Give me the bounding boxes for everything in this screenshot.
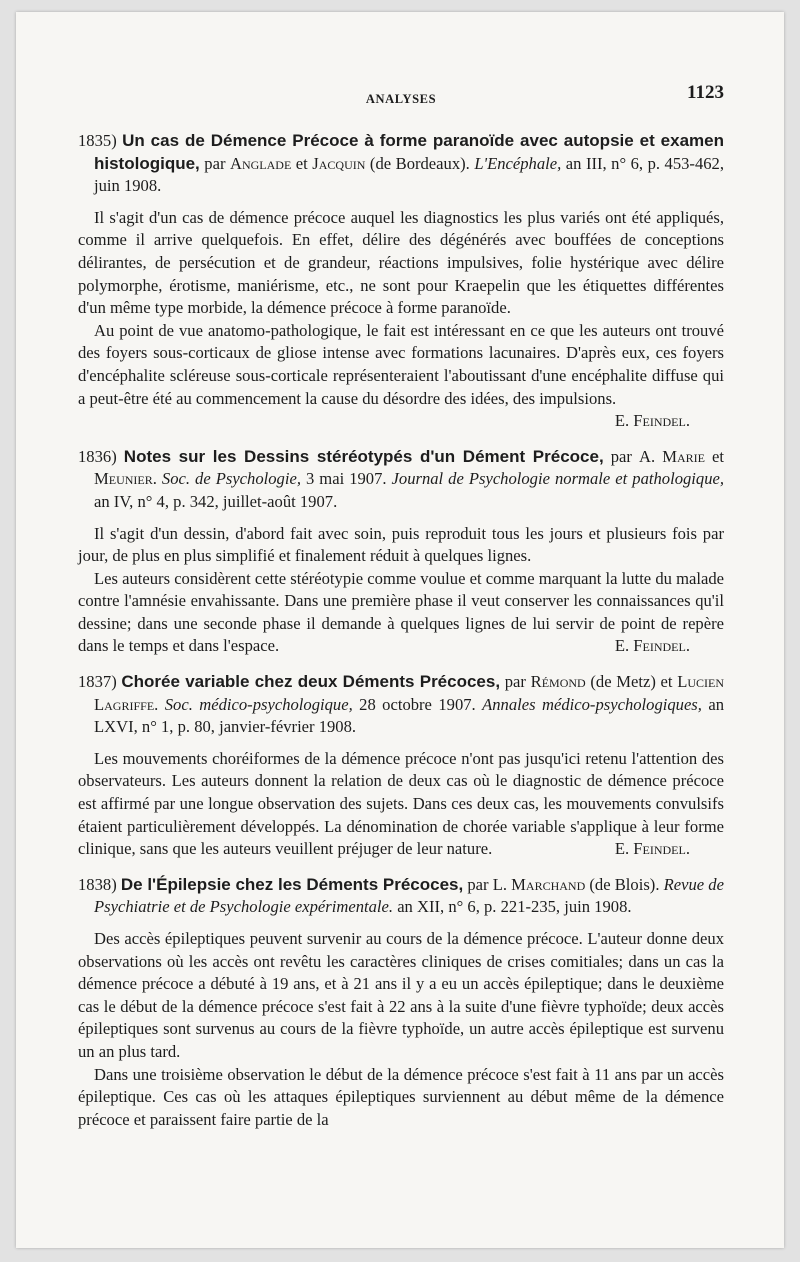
running-head — [78, 82, 724, 112]
entry-title: De l'Épilepsie chez les Déments Précoces, — [120, 874, 464, 894]
journal-name: Soc. de Psychologie, — [161, 469, 301, 489]
abstract-paragraph: Au point de vue anatomo-pathologique, le fait est intéressant en ce que les auteurs ont trouvé des foyers sous-corticaux de gliose intense avec formations lacunaires. D'après eux, ces foyers d'encéphalite scléreuse sous-corticale représenteraient l'aboutissant d'une encéphalite diffuse qui a peut-être été au commencement la cause du désordre des idées, des impulsions. E. Feindel. — [78, 320, 724, 410]
abstract-entry-1838 — [78, 874, 724, 1132]
journal-name: L'Encéphale, — [474, 153, 562, 173]
author-name: L. Marchand — [492, 874, 586, 894]
entry-heading: 1835) Un cas de Démence Précoce à forme paranoïde avec autopsie et examen histologique, par Anglade et Jacquin (de Bordeaux). L'Encéphale, an III, n° 6, p. 453-462, juin 1908. — [78, 131, 724, 196]
entry-title: Notes sur les Dessins stéréotypés d'un Dément Précoce, — [123, 446, 604, 466]
journal-name: Annales médico-psychologiques, — [482, 694, 702, 714]
author-name: Anglade — [229, 153, 292, 173]
author-name: A. Marie — [639, 446, 705, 466]
journal-page — [16, 12, 784, 1248]
abstract-entry-1836 — [78, 446, 724, 658]
reviewer-signature: E. Feindel. — [614, 411, 690, 431]
author-name: Meunier — [94, 469, 153, 489]
abstract-paragraph: Les mouvements choréiformes de la démence précoce n'ont pas jusqu'ici retenu l'attention des observateurs. Les auteurs donnent la relation de deux cas où le diagnostic de démence précoce est affirmé par une longue observation des sujets. Dans ces deux cas, les mouvements convulsifs étaient particulièrement développés. La dénomination de chorée variable s'applique à leur forme clinique, sans que les auteurs veuillent préjuger de leur nature. E. Feindel. — [78, 748, 724, 861]
abstract-paragraph: Il s'agit d'un cas de démence précoce auquel les diagnostics les plus variés ont été appliqués, comme il arrive quelquefois. En effet, délire des dégénérés avec bouffées de conceptions délirantes, de persécution et de grandeur, réactions impulsives, folie hystérique avec délire polymorphe, érotisme, maniérisme, etc., ne sont pour Kraepelin que les étiquettes différentes d'un même type morbide, la démence précoce à forme paranoïde. — [78, 207, 724, 318]
citation-reference: an XII, n° 6, p. 221-235, juin 1908. — [393, 897, 632, 917]
citation-reference: an III, n° 6, p. 453-462, juin 1908. — [94, 153, 724, 196]
reviewer-signature: E. Feindel. — [614, 839, 690, 859]
citation-reference: an LXVI, n° 1, p. 80, janvier-février 1908. — [94, 694, 725, 737]
running-head-title: ANALYSES — [365, 92, 437, 106]
entry-heading: 1837) Chorée variable chez deux Déments Précoces, par Rémond (de Metz) et Lucien Lagriffe. Soc. médico-psychologique, 28 octobre 1907. Annales médico-psychologiques, an LXVI, n° 1, p. 80, janvier-février 1908. — [78, 672, 725, 737]
entry-number: 1836) — [78, 446, 117, 466]
entry-number: 1835) — [78, 131, 117, 150]
entry-heading: 1836) Notes sur les Dessins stéréotypés d'un Dément Précoce, par A. Marie et Meunier. Soc. de Psychologie, 3 mai 1907. Journal de Psychologie normale et pathologique, an IV, n° 4, p. 342, juillet-août 1907. — [78, 446, 725, 511]
journal-name: Journal de Psychologie normale et pathologique, — [391, 469, 725, 489]
citation-reference: 28 octobre 1907. — [352, 694, 483, 714]
page-number: 1123 — [687, 82, 724, 103]
author-name: Lucien Lagriffe — [94, 672, 724, 714]
abstract-paragraph: Il s'agit d'un dessin, d'abord fait avec soin, puis reproduit tous les jours et plusieurs fois par jour, de plus en plus simplifié et finalement réduit à quelques lignes. — [78, 523, 724, 566]
abstract-paragraph: Dans une troisième observation le début de la démence précoce s'est fait à 11 ans par un accès épileptique. Ces cas où les attaques épileptiques surviennent au début même de la démence précoce et paraissent faire partie de la — [78, 1064, 724, 1129]
author-name: Rémond — [530, 672, 586, 692]
journal-name: Revue de Psychiatrie et de Psychologie expérimentale. — [94, 874, 724, 917]
abstract-entry-1837 — [78, 671, 724, 861]
abstract-paragraph: Des accès épileptiques peuvent survenir au cours de la démence précoce. L'auteur donne deux observations où les accès ont revêtu les caractères cliniques de crises comitiales; dans un cas la démence précoce a débuté à 19 ans, et à 21 ans il y a eu un accès épileptique; dans le deuxième cas le début de la démence précoce s'est fait à 22 ans à la suite d'une fièvre typhoïde; deux accès épileptiques sont survenus au cours de la fièvre typhoïde, un autre accès épileptique est survenu un an plus tard. — [78, 929, 724, 1061]
entry-heading: 1838) De l'Épilepsie chez les Déments Précoces, par L. Marchand (de Blois). Revue de Psychiatrie et de Psychologie expérimentale. an XII, n° 6, p. 221-235, juin 1908. — [78, 874, 724, 917]
reviewer-signature: E. Feindel. — [614, 636, 690, 656]
citation-reference: an IV, n° 4, p. 342, juillet-août 1907. — [94, 491, 338, 511]
abstract-entry-1835 — [78, 130, 724, 433]
entry-number: 1837) — [78, 672, 117, 692]
author-name: Jacquin — [312, 153, 366, 173]
page-content — [78, 130, 724, 1144]
entry-title: Un cas de Démence Précoce à forme paranoïde avec autopsie et examen histologique, — [94, 131, 724, 173]
citation-reference: 3 mai 1907. — [300, 469, 392, 489]
entry-number: 1838) — [78, 874, 117, 894]
entry-title: Chorée variable chez deux Déments Précoces, — [121, 672, 501, 692]
journal-name: Soc. médico-psychologique, — [164, 694, 353, 714]
abstract-paragraph: Les auteurs considèrent cette stéréotypie comme voulue et comme marquant la lutte du malade contre l'amnésie envahissante. Dans une première phase il veut conserver les connaissances qu'il dessine; dans une seconde phase il demande à quelques lignes de lui servir de point de repère dans le temps et dans l'espace. E. Feindel. — [78, 568, 724, 658]
